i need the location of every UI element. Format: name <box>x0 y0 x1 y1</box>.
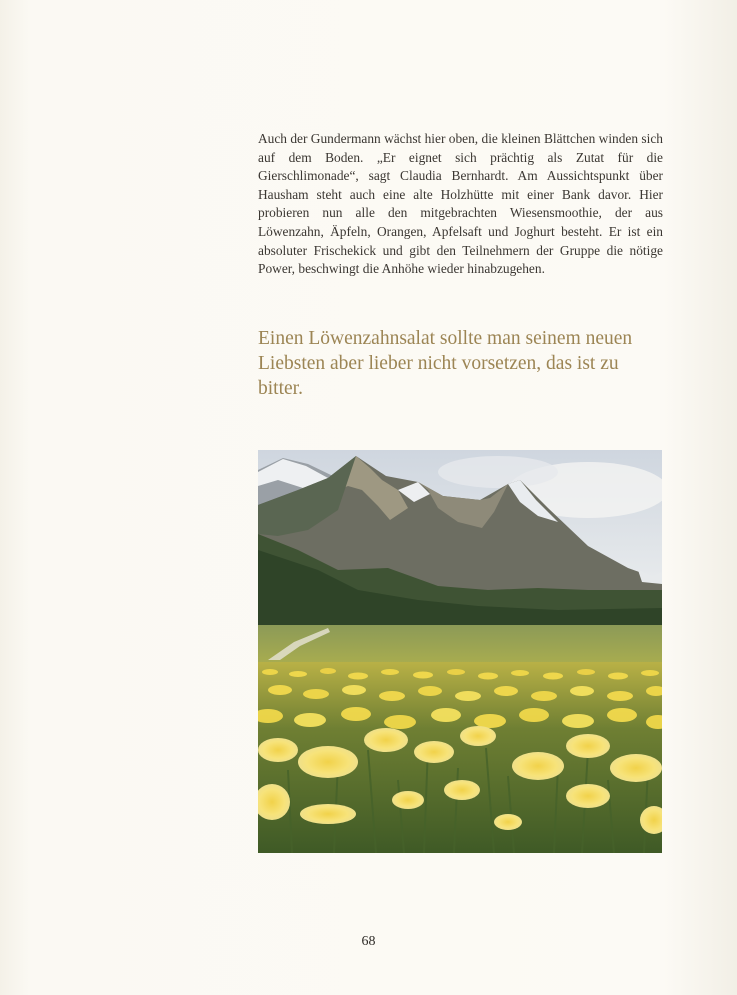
body-paragraph: Auch der Gundermann wächst hier oben, die kleinen Blättchen winden sich auf dem Boden. „Er eignet sich prächtig als Zutat für die Gierschlimonade“, sagt Claudia Bernhardt. Am Aussichtspunkt über Hausham steht auch eine alte Holzhütte mit einer Bank davor. Hier probieren nun alle den mitgebrachten Wiesensmoothie, der aus Löwenzahn, Äpfeln, Orangen, Apfelsaft und Joghurt besteht. Er ist ein absoluter Frischekick und gibt den Teilnehmern der Gruppe die nötige Power, beschwingt die Anhöhe wieder hinabzugehen. <box>258 131 663 277</box>
mountain-dandelion-meadow-photo <box>258 450 662 853</box>
page-number: 68 <box>361 934 376 949</box>
pull-quote: Einen Löwenzahnsalat sollte man seinem neuen Liebsten aber lieber nicht vorsetzen, das ist zu bitter. <box>258 328 633 399</box>
